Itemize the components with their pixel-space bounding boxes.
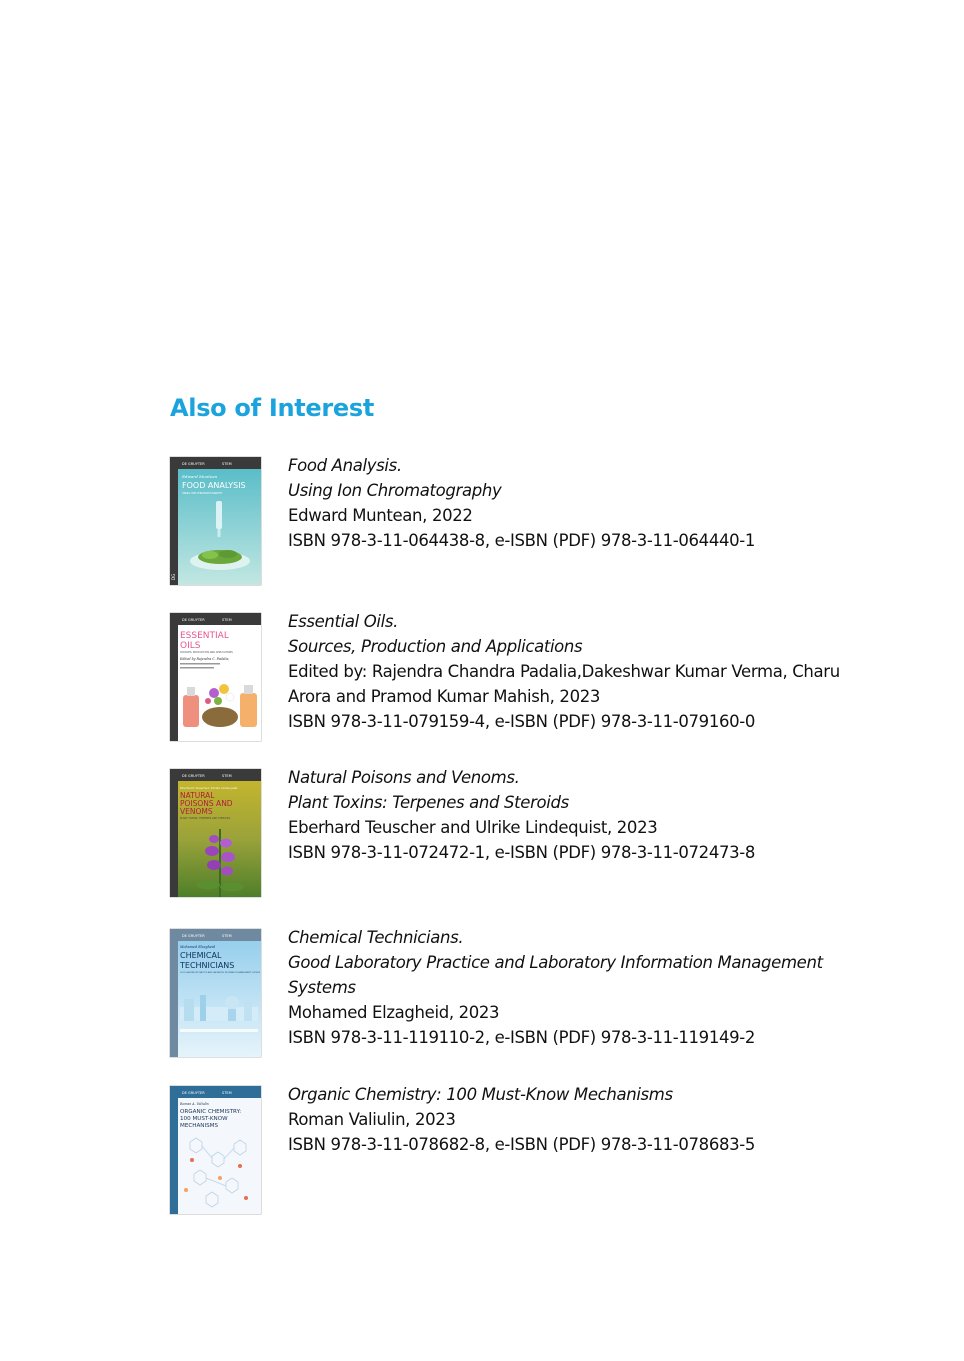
cover-title-line2: POISONS AND [180,799,233,808]
cover-title-line1: ESSENTIAL [180,631,229,641]
cover-subtitle: GOOD LABORATORY PRACTICE AND LABORATORY INFORMATION MANAGEMENT SYSTEMS [180,972,260,974]
cover-series: STEM [222,774,232,778]
cover-title-line3: MECHANISMS [180,1123,219,1129]
book-title: Organic Chemistry: 100 Must-Know Mechanisms [288,1085,673,1104]
book-byline: Eberhard Teuscher and Ulrike Lindequist, 2023 [288,818,658,837]
cover-publisher: DE GRUYTER [182,774,205,778]
book-subtitle: Sources, Production and Applications [288,637,583,656]
book-isbn: ISBN 978-3-11-078682-8, e-ISBN (PDF) 978-3-11-078683-5 [288,1135,756,1154]
cover-author: Edward Muntean [182,474,218,479]
cover-title: FOOD ANALYSIS [182,481,246,490]
cover-publisher: DE GRUYTER [182,618,205,622]
cover-title-line2: TECHNICIANS [180,961,235,970]
cover-title-line3: VENOMS [180,807,213,816]
book-subtitle: Using Ion Chromatography [288,481,502,500]
cover-series: STEM [222,618,232,622]
book-byline: Mohamed Elzagheid, 2023 [288,1003,500,1022]
cover-series: STEM [222,1091,232,1095]
book-cover-chemical-technicians [170,929,261,1057]
book-cover-natural-poisons [170,769,261,897]
cover-author: Mohamed Elzagheid [180,945,216,949]
page-heading: Also of Interest [170,394,375,422]
cover-subtitle: USING ION CHROMATOGRAPHY [182,492,223,495]
book-byline: Edward Muntean, 2022 [288,506,473,525]
book-byline: Edited by: Rajendra Chandra Padalia,Dakeshwar Kumar Verma, Charu Arora and Pramod Kumar Mahish, 2023 [288,662,840,706]
book-details-natural-poisons [288,765,868,865]
book-byline: Roman Valiulin, 2023 [288,1110,456,1129]
book-cover-organic-chemistry [170,1086,261,1214]
book-details-chemical-technicians [288,925,868,1050]
cover-title-line1: NATURAL [180,791,215,800]
cover-publisher: DE GRUYTER [182,1091,205,1095]
cover-publisher: DE GRUYTER [182,462,205,466]
book-details-essential-oils [288,609,868,734]
cover-subtitle: SOURCES, PRODUCTION AND APPLICATIONS [180,651,233,654]
cover-author: Roman A. Valiulin [180,1102,209,1106]
cover-title-line2: 100 MUST-KNOW [180,1116,228,1122]
book-cover-essential-oils [170,613,261,741]
cover-title-line2: OILS [180,641,201,651]
cover-publisher: DE GRUYTER [182,934,205,938]
book-cover-food-analysis [170,457,261,585]
book-details-organic-chemistry [288,1082,868,1157]
book-isbn: ISBN 978-3-11-119110-2, e-ISBN (PDF) 978-3-11-119149-2 [288,1028,756,1047]
book-isbn: ISBN 978-3-11-072472-1, e-ISBN (PDF) 978-3-11-072473-8 [288,843,756,862]
cover-author: Eberhard Teuscher, Ulrike Lindequist [180,786,238,790]
cover-title-line1: CHEMICAL [180,951,222,960]
book-isbn: ISBN 978-3-11-079159-4, e-ISBN (PDF) 978-3-11-079160-0 [288,712,756,731]
book-details-food-analysis [288,453,868,553]
cover-series: STEM [222,462,232,466]
cover-author: Edited by Rajendra C. Padalia, [180,657,230,661]
book-subtitle: Plant Toxins: Terpenes and Steroids [288,793,569,812]
cover-title-line1: ORGANIC CHEMISTRY: [180,1109,242,1115]
book-title: Food Analysis. [288,456,402,475]
book-title: Natural Poisons and Venoms. [288,768,520,787]
book-title: Chemical Technicians. [288,928,464,947]
svg-text:DG: DG [171,573,176,580]
book-isbn: ISBN 978-3-11-064438-8, e-ISBN (PDF) 978-3-11-064440-1 [288,531,756,550]
cover-subtitle: PLANT TOXINS: TERPENES AND STEROIDS [180,817,231,820]
cover-series: STEM [222,934,232,938]
book-title: Essential Oils. [288,612,398,631]
book-subtitle: Good Laboratory Practice and Laboratory Information Management Systems [288,953,823,997]
